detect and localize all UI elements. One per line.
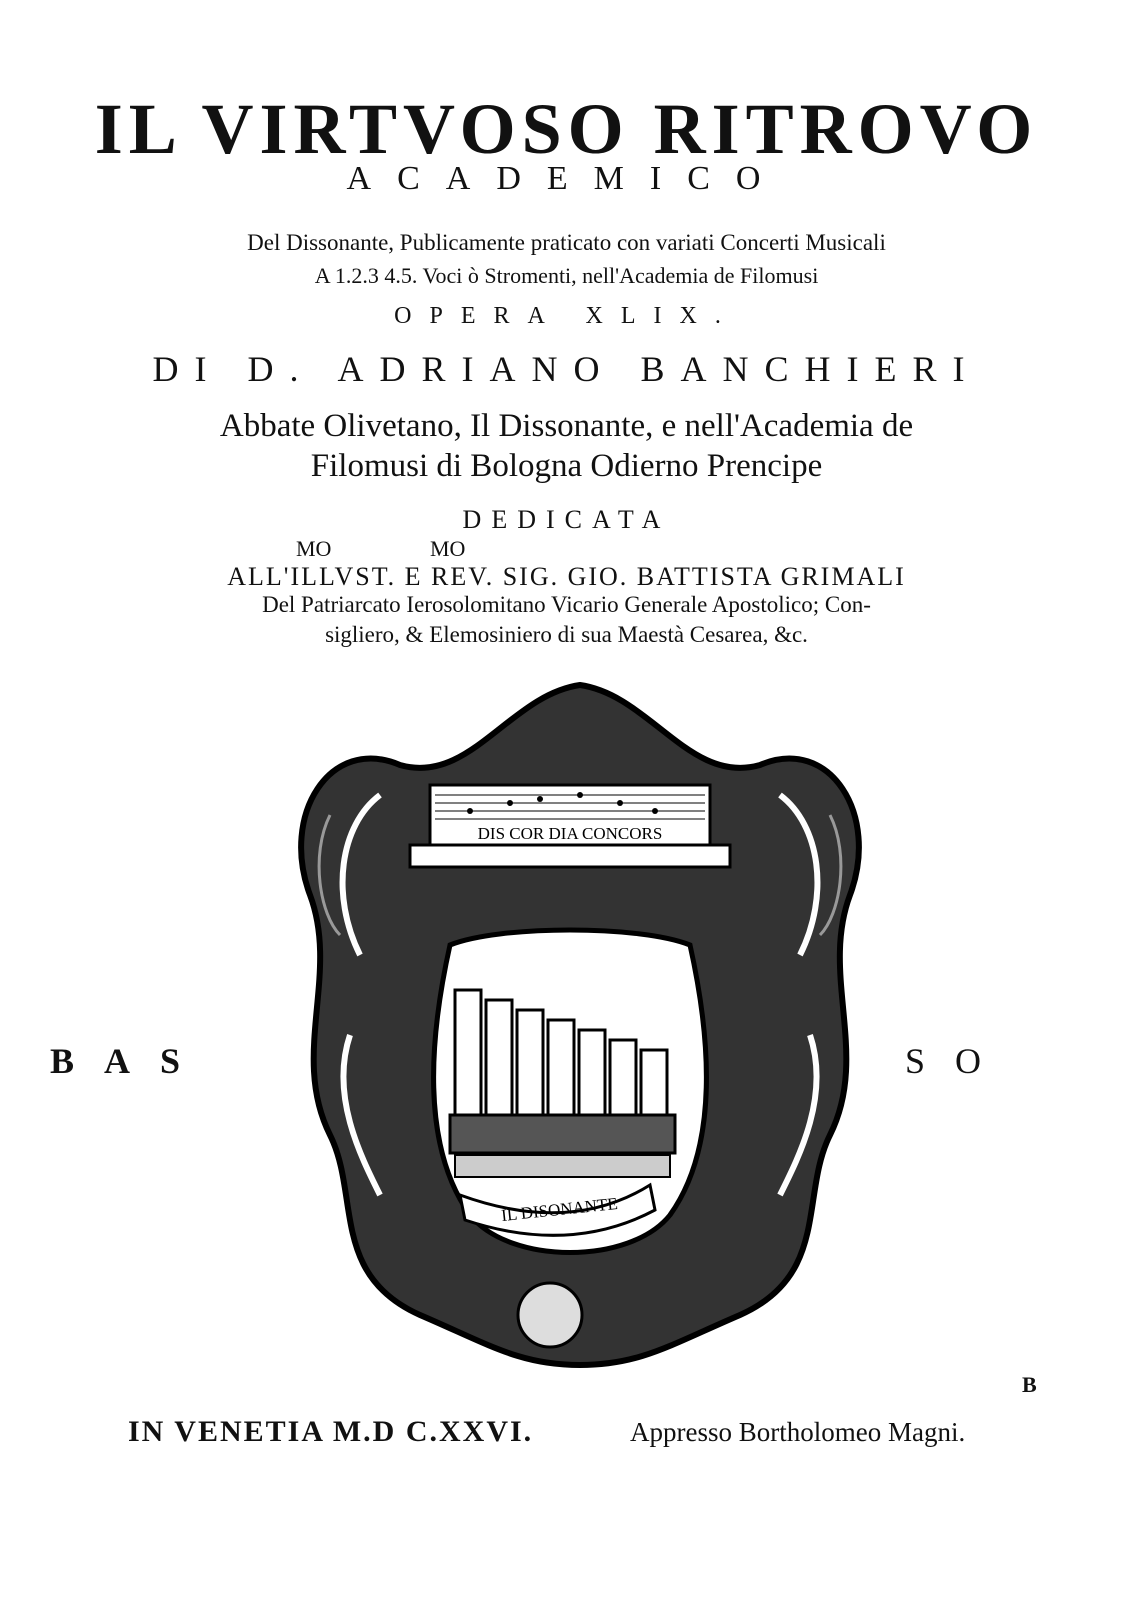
emblem-banner-text: DIS COR DIA CONCORS (477, 824, 663, 843)
signature-mark: B (1022, 1372, 1037, 1397)
superscript-mo-2: MO (430, 536, 466, 561)
dedicatee: ALL'ILLVST. E REV. SIG. GIO. BATTISTA GRIMALI (227, 562, 906, 591)
imprint-place-date: IN VENETIA M.D C.XXVI. (128, 1415, 534, 1448)
author-title-line-1: Abbate Olivetano, Il Dissonante, e nell'Academia de (219, 408, 914, 444)
imprint-printer: Appresso Bortholomeo Magni. (630, 1417, 966, 1447)
part-name-left: BAS (50, 1041, 211, 1081)
printer-emblem (270, 675, 890, 1375)
description-line-1: Del Dissonante, Publicamente praticato con variati Concerti Musicali (247, 230, 886, 255)
dedicatee-title-line-2: sigliero, & Elemosiniero di sua Maestà Cesarea, &c. (325, 622, 808, 647)
opus-number: OPERA XLIX. (394, 303, 739, 329)
description-line-2: A 1.2.3 4.5. Voci ò Stromenti, nell'Academia de Filomusi (314, 263, 819, 288)
superscript-mo-1: MO (296, 536, 332, 561)
book-subtitle: ACADEMICO (346, 160, 787, 197)
dedicatee-title-line-1: Del Patriarcato Ierosolomitano Vicario Generale Apostolico; Con- (262, 592, 871, 617)
book-title: IL VIRTVOSO RITROVO (94, 89, 1039, 169)
part-name-right: SO (905, 1041, 1012, 1081)
author: DI D. ADRIANO BANCHIERI (152, 349, 981, 389)
dedication-label: DEDICATA (462, 505, 671, 534)
author-title-line-2: Filomusi di Bologna Odierno Prencipe (310, 448, 823, 484)
emblem-ribbon-text: IL DISONANTE (500, 1193, 619, 1226)
